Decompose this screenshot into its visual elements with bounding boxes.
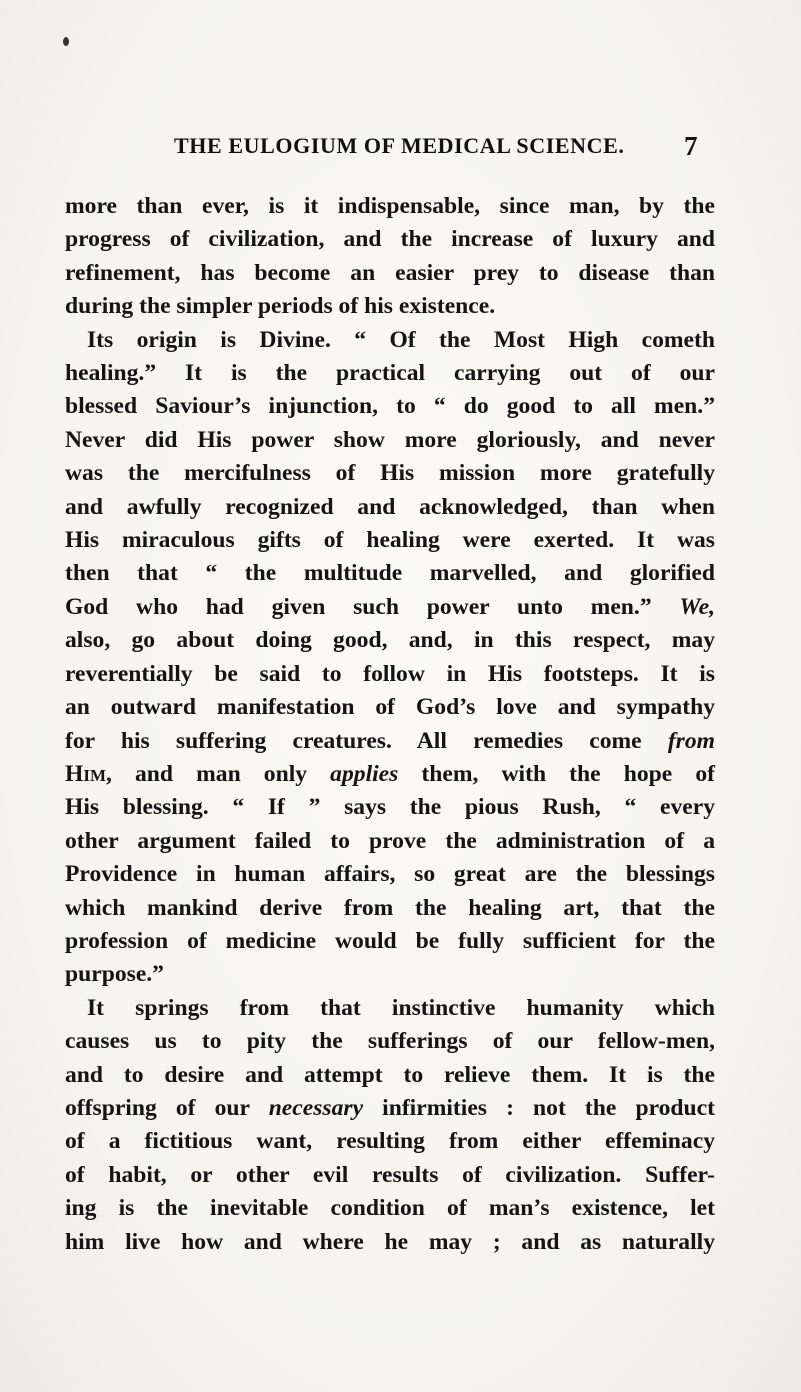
text-run: infirmities : not the product (363, 1094, 716, 1121)
text-run: for his suffering creatures. All remedies come (65, 727, 668, 754)
italic-text: We, (679, 593, 715, 620)
text-line: and to desire and attempt to relieve them. It is the (65, 1061, 715, 1088)
text-line: of habit, or other evil results of civilization. Suffer- (65, 1161, 715, 1188)
text-line (65, 591, 715, 624)
text-line: profession of medicine would be fully sufficient for the (65, 927, 715, 954)
paragraph-start-line: Its origin is Divine. “ Of the Most High cometh (87, 326, 715, 353)
page-number: 7 (684, 131, 698, 161)
text-line: progress of civilization, and the increase of luxury and (65, 226, 715, 253)
text-line: ing is the inevitable condition of man’s existence, let (65, 1195, 715, 1222)
text-line: also, go about doing good, and, in this respect, may (65, 627, 715, 654)
text-run: them, with the hope of (398, 760, 715, 787)
text-line: and awfully recognized and acknowledged, than when (65, 493, 715, 520)
text-line: purpose.” (65, 961, 164, 988)
small-caps-text: Him (65, 760, 107, 787)
text-line: then that “ the multitude marvelled, and glorified (65, 560, 715, 587)
text-line: other argument failed to prove the administration of a (65, 827, 715, 854)
body-text (65, 190, 715, 1259)
text-line: His blessing. “ If ” says the pious Rush, “ every (65, 794, 715, 821)
text-line: was the mercifulness of His mission more gratefully (65, 460, 715, 487)
running-header: THE EULOGIUM OF MEDICAL SCIENCE. (174, 133, 625, 158)
ink-speck-mark (63, 37, 69, 46)
text-line: Never did His power show more gloriously, and never (65, 426, 715, 453)
text-line: more than ever, is it indispensable, since man, by the (65, 193, 715, 219)
text-line (65, 1092, 715, 1125)
text-line: Providence in human affairs, so great are the blessings (65, 861, 715, 888)
text-run: , and man only (106, 760, 331, 787)
text-line: an outward manifestation of God’s love and sympathy (65, 694, 715, 721)
italic-text: from (667, 727, 715, 754)
text-run: offspring of our (65, 1094, 269, 1121)
text-line: refinement, has become an easier prey to disease than (65, 259, 715, 286)
paragraph-start-line: It springs from that instinctive humanity which (87, 994, 715, 1021)
text-line: him live how and where he may ; and as naturally (65, 1228, 715, 1255)
text-line: during the simpler periods of his existence. (65, 293, 496, 320)
text-line: of a fictitious want, resulting from either effeminacy (65, 1128, 715, 1155)
text-line: which mankind derive from the healing art, that the (65, 894, 715, 921)
text-line: blessed Saviour’s injunction, to “ do good to all men.” (65, 393, 715, 420)
text-line: reverentially be said to follow in His footsteps. It is (65, 660, 715, 687)
italic-text: applies (330, 760, 399, 787)
text-line: healing.” It is the practical carrying out of our (65, 360, 715, 387)
text-line: causes us to pity the sufferings of our fellow-men, (65, 1028, 715, 1055)
italic-text: necessary (268, 1094, 364, 1121)
text-line: His miraculous gifts of healing were exerted. It was (65, 527, 715, 554)
text-line (65, 725, 715, 758)
text-run: God who had given such power unto men.” (65, 593, 680, 620)
text-line (65, 758, 715, 791)
